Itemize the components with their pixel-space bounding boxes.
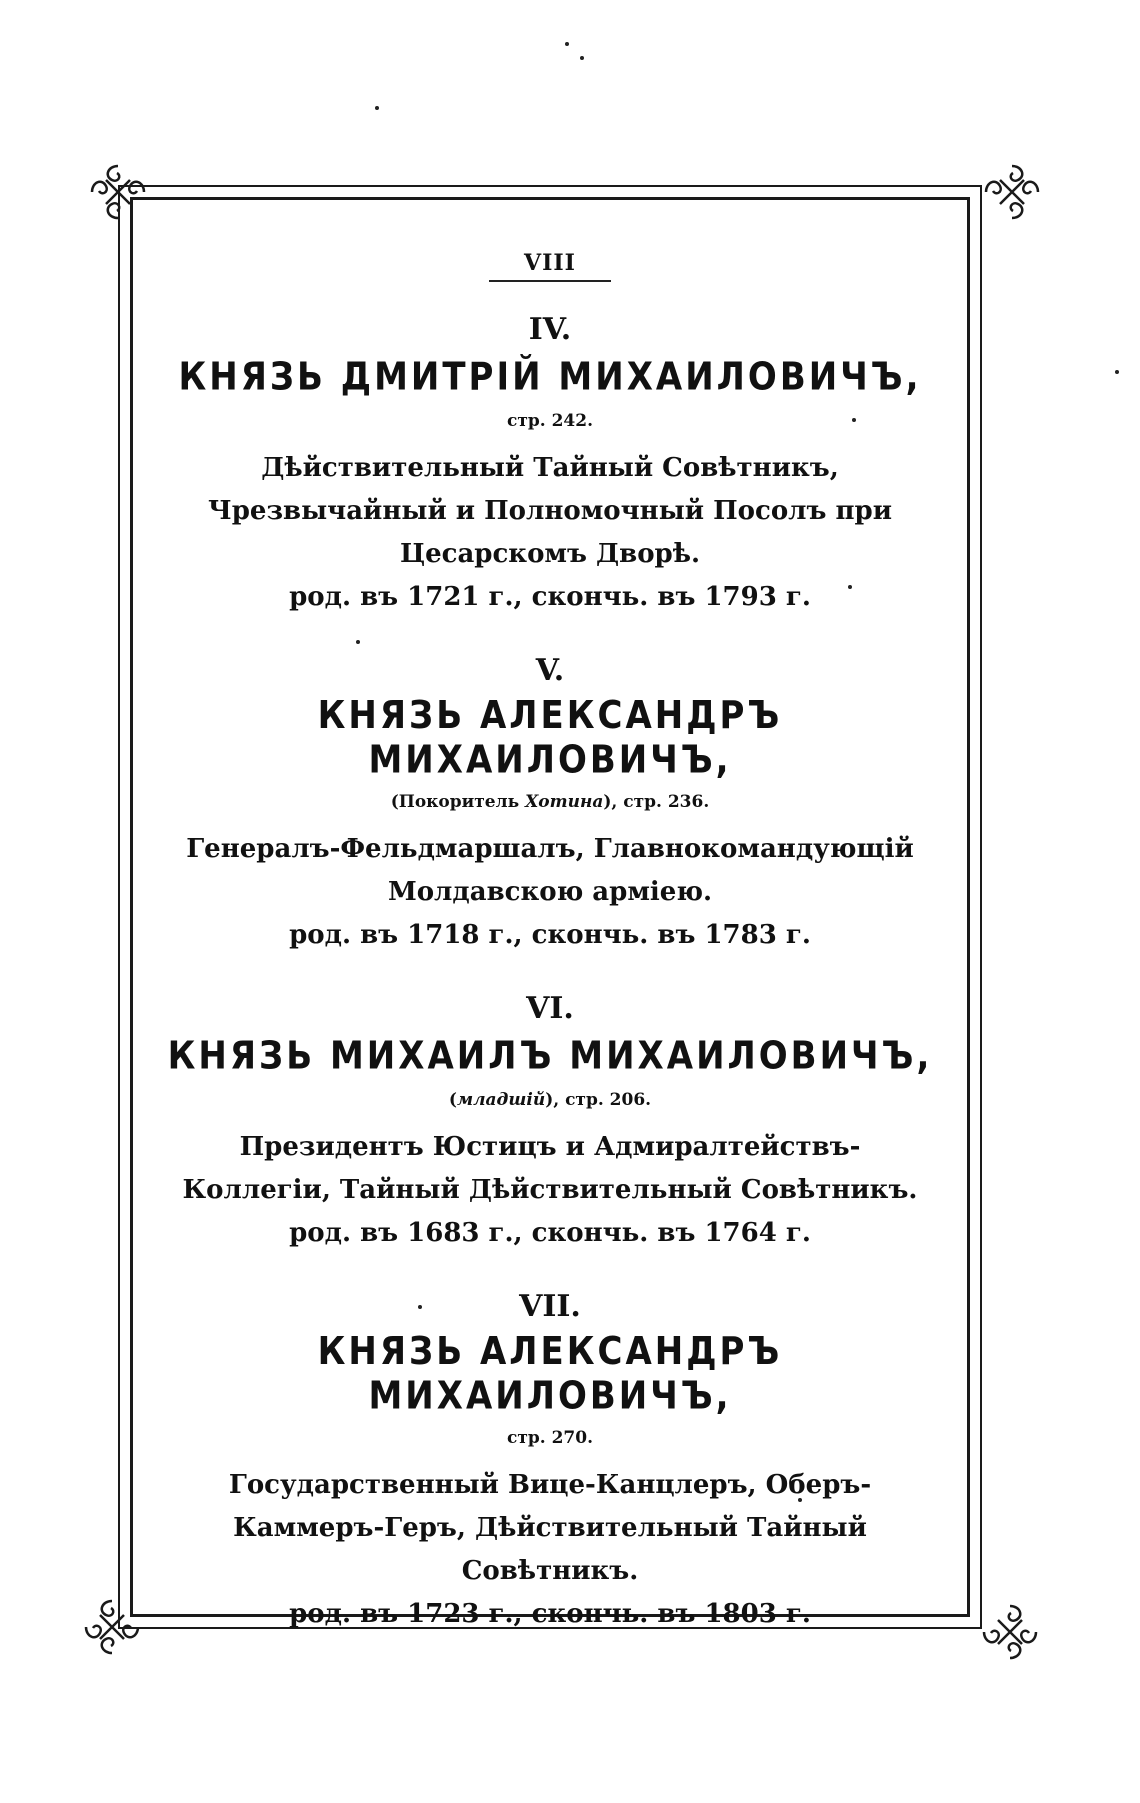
corner-ornament-top-right-icon <box>980 160 1044 224</box>
page-content <box>150 250 950 1670</box>
entry-dates: род. въ 1721 г., скончь. въ 1793 г. <box>289 582 811 612</box>
entry-description: Дѣйствительный Тайный Совѣтникъ, Чрезвычайный и Полномочный Посолъ при Цесарскомъ Дворѣ. <box>208 453 892 569</box>
page-number: VIII <box>489 250 611 282</box>
entry-page-ref <box>150 1090 950 1110</box>
page-ref-prefix: ( <box>448 1090 457 1110</box>
page-ref-prefix: (Покоритель <box>390 792 526 812</box>
print-speck <box>1115 370 1119 374</box>
entry-vii <box>150 1289 950 1636</box>
entry-page-ref <box>150 792 950 812</box>
corner-ornament-top-left-icon <box>86 160 150 224</box>
entry-numeral: VII. <box>519 1289 581 1324</box>
page-ref-suffix: стр. 270. <box>506 1428 593 1448</box>
entry-dates: род. въ 1723 г., скончь. въ 1803 г. <box>289 1599 811 1629</box>
corner-ornament-bottom-left-icon <box>80 1595 144 1659</box>
entry-vi <box>150 991 950 1255</box>
page-ref-suffix: ), стр. 236. <box>603 792 710 812</box>
print-speck <box>375 106 379 110</box>
entry-numeral: V. <box>535 653 565 688</box>
entry-v <box>150 653 950 957</box>
entry-page-ref <box>150 1428 950 1448</box>
corner-ornament-bottom-right-icon <box>978 1600 1042 1664</box>
entry-description: Государственный Вице-Канцлеръ, Оберъ-Каммеръ-Геръ, Дѣйствительный Тайный Совѣтникъ. <box>228 1470 872 1586</box>
page-ref-italic: младшій <box>456 1090 546 1110</box>
entry-numeral: IV. <box>528 312 572 347</box>
entry-iv <box>150 312 950 619</box>
entry-numeral: VI. <box>526 991 574 1026</box>
print-speck <box>580 56 584 60</box>
entry-description: Президентъ Юстицъ и Адмиралтействъ-Коллегіи, Тайный Дѣйствительный Совѣтникъ. <box>182 1132 918 1205</box>
page-ref-suffix: ), стр. 206. <box>545 1090 652 1110</box>
entry-name: КНЯЗЬ АЛЕКСАНДРЪ МИХАИЛОВИЧЪ, <box>317 693 783 783</box>
page-ref-suffix: стр. 242. <box>506 411 593 431</box>
entry-page-ref <box>150 411 950 431</box>
entry-name: КНЯЗЬ ДМИТРІЙ МИХАИЛОВИЧЪ, <box>178 354 922 400</box>
print-speck <box>565 42 569 46</box>
entry-name: КНЯЗЬ АЛЕКСАНДРЪ МИХАИЛОВИЧЪ, <box>317 1329 783 1419</box>
entry-dates: род. въ 1718 г., скончь. въ 1783 г. <box>289 920 811 950</box>
entry-dates: род. въ 1683 г., скончь. въ 1764 г. <box>289 1218 811 1248</box>
entry-name: КНЯЗЬ МИХАИЛЪ МИХАИЛОВИЧЪ, <box>167 1033 933 1079</box>
entry-description: Генералъ-Фельдмаршалъ, Главнокомандующій Молдавскою арміею. <box>186 834 914 907</box>
page-ref-italic: Хотина <box>525 792 604 812</box>
